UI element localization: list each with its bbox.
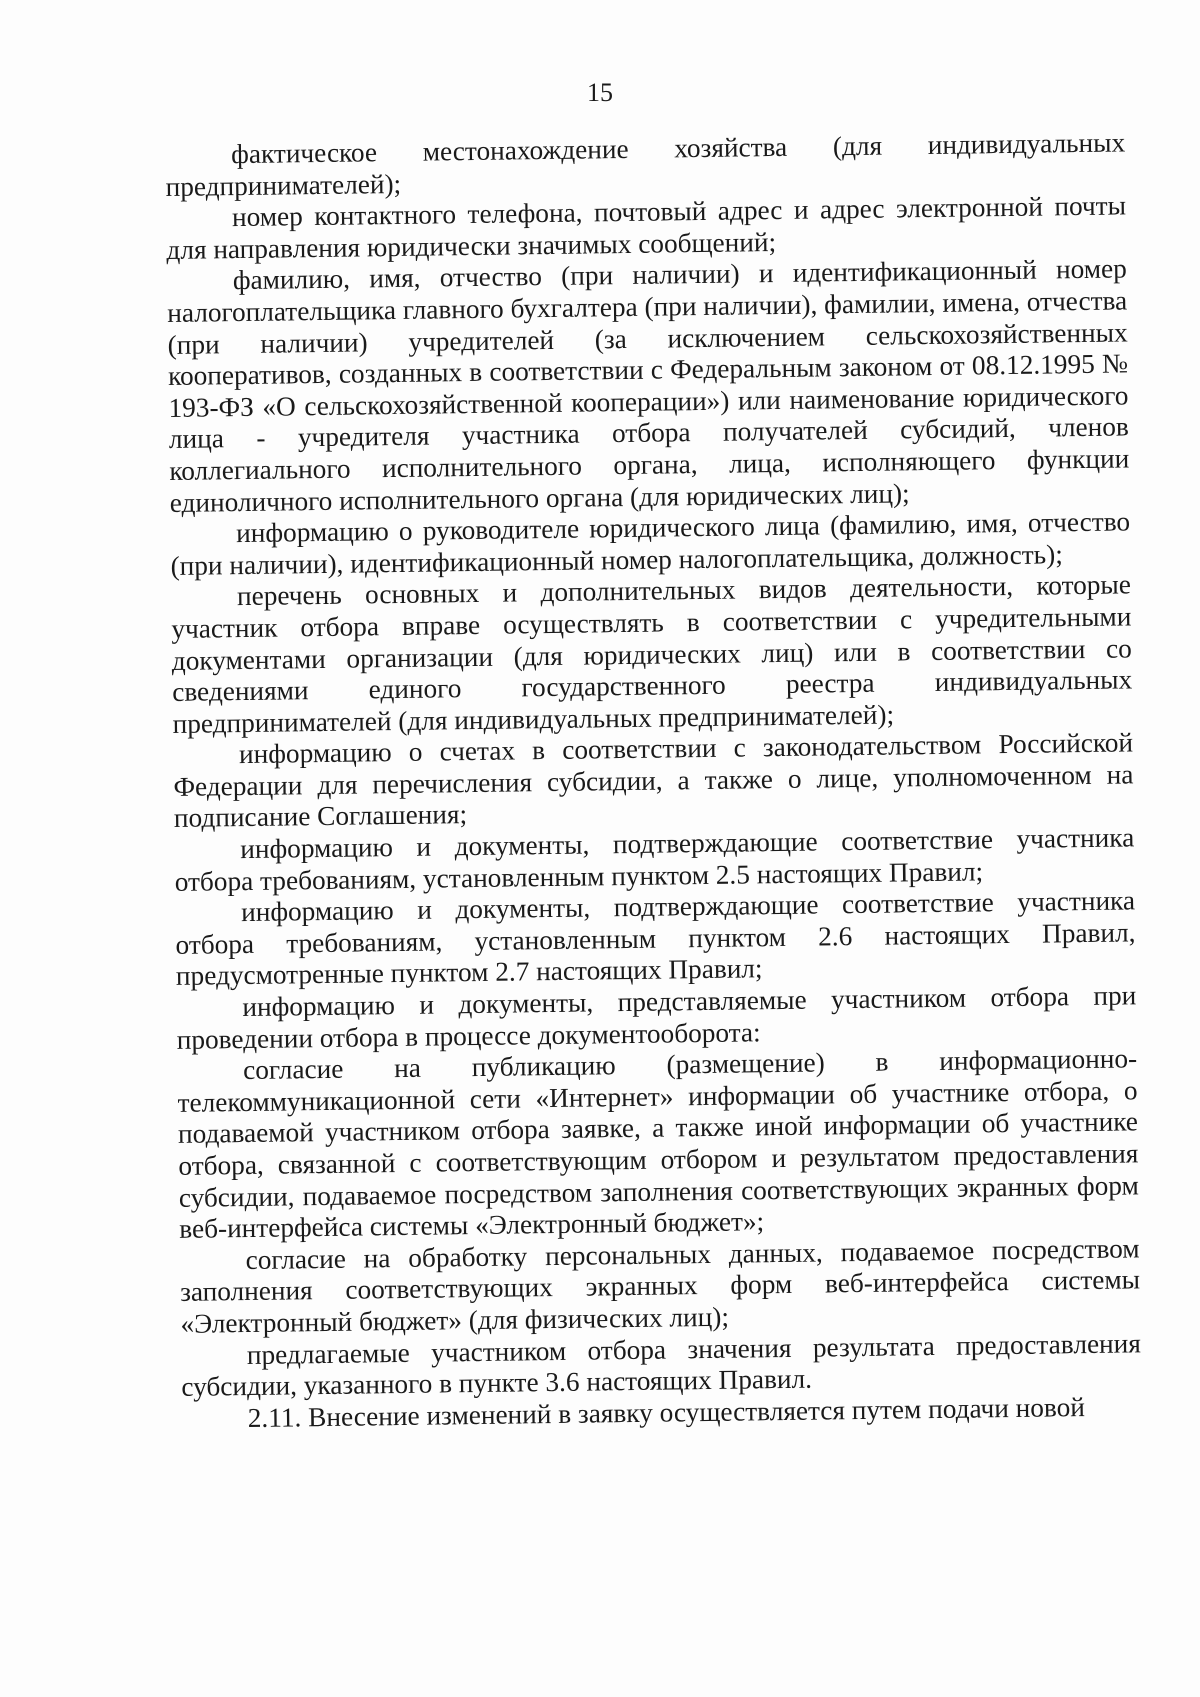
paragraph-req-2-6: информацию и документы, подтверждающие соответствие участника отбора требованиям, установленным пунктом 2.6 настоящих Правил, предусмотренные пунктом 2.7 настоящих Правил;	[175, 885, 1136, 992]
paragraph-req-2-5: информацию и документы, подтверждающие соответствие участника отбора требованиям, установленным пунктом 2.5 настоящих Правил;	[174, 822, 1135, 897]
paragraph-location: фактическое местонахождение хозяйства (для индивидуальных предпринимателей);	[165, 127, 1126, 202]
paragraph-workflow-docs: информацию и документы, представляемые участником отбора при проведении отбора в процессе документооборота:	[176, 980, 1137, 1055]
paragraph-activities: перечень основных и дополнительных видов деятельности, которые участник отбора вправе осуществлять в соответствии с учредительными документами организации (для юридических лиц) или в соответствии со сведениями единого государственного реестра индивидуальных предпринимателей (для индивидуальных предпринимателей);	[171, 569, 1133, 739]
paragraph-accounts: информацию о счетах в соответствии с законодательством Российской Федерации для перечисления субсидии, а также о лице, уполномоченном на подписание Соглашения;	[173, 727, 1134, 834]
paragraph-publication-consent: согласие на публикацию (размещение) в информационно-телекоммуникационной сети «Интернет» информации об участнике отбора, о подаваемой участником отбора заявке, а также иной информации об участнике отбора, связанной с соответствующим отбором и результатом предоставления субсидии, подаваемое посредством заполнения соответствующих экранных форм веб-интерфейса системы «Электронный бюджет»;	[177, 1043, 1139, 1245]
page-number: 15	[587, 78, 613, 107]
paragraph-personal-data-consent: согласие на обработку персональных данных, подаваемое посредством заполнения соответствующих экранных форм веб-интерфейса системы «Электронный бюджет» (для физических лиц);	[179, 1233, 1141, 1339]
paragraph-founders: фамилию, имя, отчество (при наличии) и идентификационный номер налогоплательщика главного бухгалтера (при наличии), фамилии, имена, отчества (при наличии) учредителей (за исключением сельскохозяйственных кооперативов, созданных в соответствии с Федеральным законом от 08.12.1995 № 193-ФЗ «О сельскохозяйственной кооперации») или наименование юридического лица - учредителя участника отбора получателей субсидий, членов коллегиального исполнительного органа, лица, исполняющего функции единоличного исполнительного органа (для юридических лиц);	[167, 253, 1130, 518]
paragraph-contacts: номер контактного телефона, почтовый адрес и адрес электронной почты для направления юридически значимых сообщений;	[166, 190, 1127, 265]
paragraph-head: информацию о руководителе юридического лица (фамилию, имя, отчество (при наличии), идентификационный номер налогоплательщика, должность);	[170, 506, 1131, 581]
paragraph-2-11: 2.11. Внесение изменений в заявку осуществляется путем подачи новой	[247, 1391, 1086, 1433]
paragraph-result-values: предлагаемые участником отбора значения результата предоставления субсидии, указанного в пункте 3.6 настоящих Правил.	[181, 1327, 1142, 1403]
body-text	[165, 127, 1142, 1435]
